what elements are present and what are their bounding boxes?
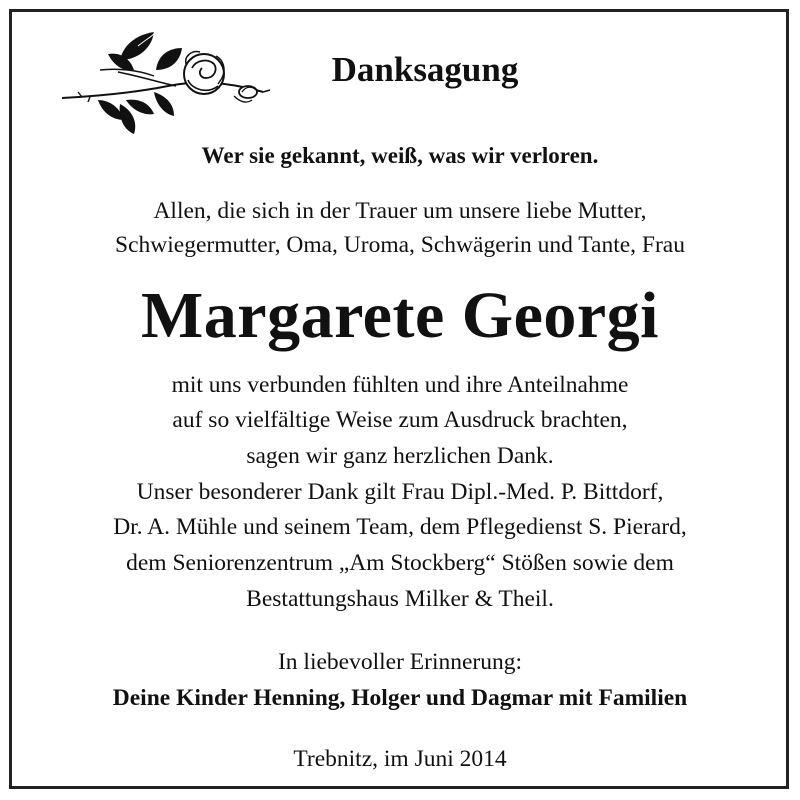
body-line: Unser besonderer Dank gilt Frau Dipl.-Med. P. Bittdorf,: [136, 479, 664, 505]
motto-line: Wer sie gekannt, weiß, was wir verloren.: [201, 143, 599, 168]
body-line: sagen wir ganz herzlichen Dank.: [246, 443, 554, 469]
body-line: mit uns verbunden fühlten und ihre Anteilnahme: [171, 372, 629, 398]
signatories-line: Deine Kinder Henning, Holger und Dagmar mit Familien: [112, 685, 688, 711]
closing-line: In liebevoller Erinnerung:: [277, 649, 523, 675]
body-line: dem Seniorenzentrum „Am Stockberg“ Stößen sowie dem: [126, 550, 674, 576]
deceased-name: Margarete Georgi: [140, 279, 660, 352]
place-date-line: Trebnitz, im Juni 2014: [293, 746, 507, 772]
rose-icon: [58, 20, 278, 138]
body-line: auf so vielfältige Weise zum Ausdruck brachten,: [172, 407, 628, 433]
body-line: Bestattungshaus Milker & Theil.: [246, 586, 554, 612]
intro-line: Schwiegermutter, Oma, Uroma, Schwägerin und Tante, Frau: [115, 232, 685, 258]
intro-line: Allen, die sich in der Trauer um unsere liebe Mutter,: [153, 198, 647, 224]
body-line: Dr. A. Mühle und seinem Team, dem Pflegedienst S. Pierard,: [113, 514, 687, 540]
notice-title: Danksagung: [331, 50, 519, 89]
